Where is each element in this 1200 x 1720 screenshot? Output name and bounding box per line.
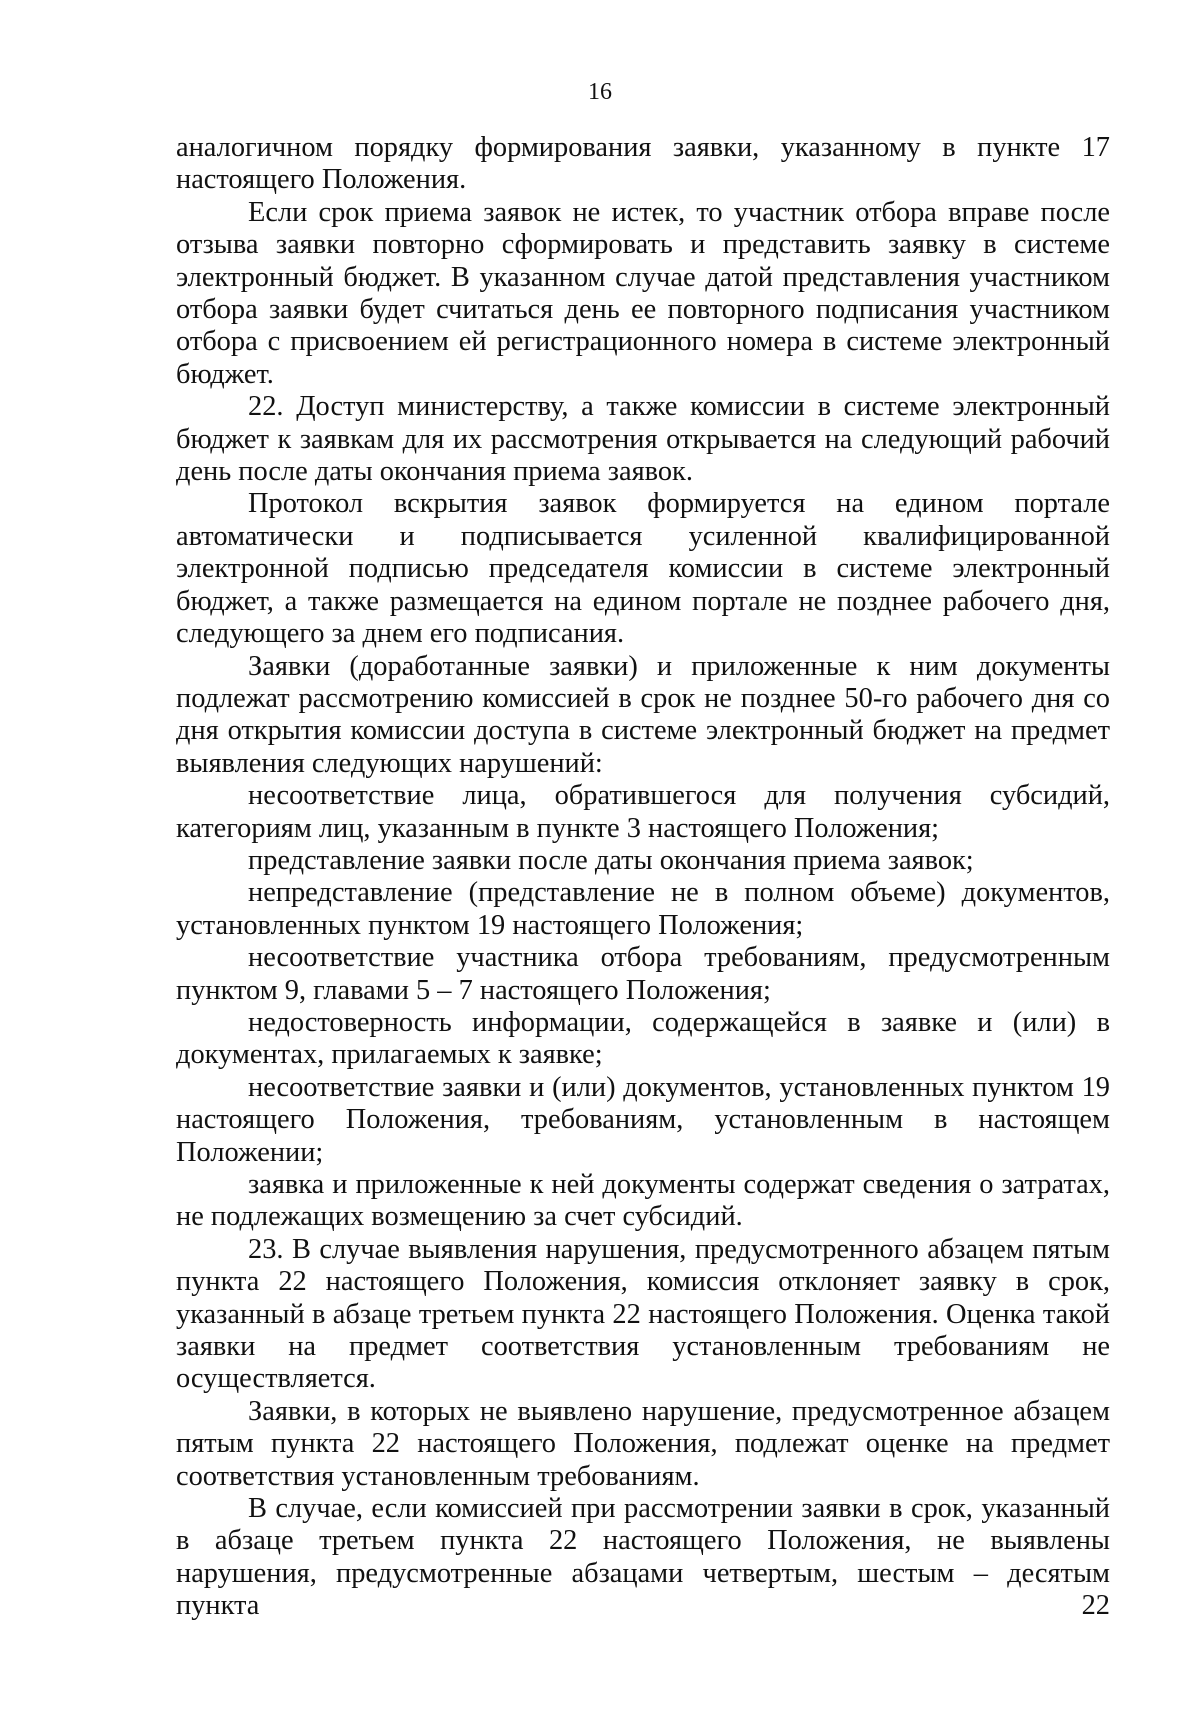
paragraph-protocol: Протокол вскрытия заявок формируется на едином портале автоматически и подписывается усиленной квалифицированной электронной подписью председателя комиссии в системе электронный бюджет, а также размещается на едином портале не позднее рабочего дня, следующего за днем его подписания.: [176, 488, 1110, 650]
page-number: 16: [588, 79, 612, 105]
list-item-violation: заявка и приложенные к ней документы содержат сведения о затратах, не подлежащих возмещению за счет субсидий.: [176, 1169, 1110, 1233]
paragraph-continuation: аналогичном порядку формирования заявки, указанному в пункте 17 настоящего Положения.: [176, 132, 1110, 196]
paragraph-evaluation: Заявки, в которых не выявлено нарушение, предусмотренное абзацем пятым пункта 22 настоящего Положения, подлежат оценке на предмет соответствия установленным требованиям.: [176, 1395, 1110, 1492]
paragraph-resubmission: Если срок приема заявок не истек, то участник отбора вправе после отзыва заявки повторно сформировать и представить заявку в системе электронный бюджет. В указанном случае датой представления участником отбора заявки будет считаться день ее повторного подписания участником отбора с присвоением ей регистрационного номера в системе электронный бюджет.: [176, 196, 1110, 390]
list-item-violation: непредставление (представление не в полном объеме) документов, установленных пунктом 19 настоящего Положения;: [176, 877, 1110, 941]
paragraph-clause-23: 23. В случае выявления нарушения, предусмотренного абзацем пятым пункта 22 настоящего Положения, комиссия отклоняет заявку в срок, указанный в абзаце третьем пункта 22 настоящего Положения. Оценка такой заявки на предмет соответствия установленным требованиям не осуществляется.: [176, 1233, 1110, 1395]
list-item-violation: несоответствие участника отбора требованиям, предусмотренным пунктом 9, главами 5 – 7 настоящего Положения;: [176, 942, 1110, 1006]
list-item-violation: недостоверность информации, содержащейся в заявке и (или) в документах, прилагаемых к заявке;: [176, 1006, 1110, 1071]
paragraph-review-terms: Заявки (доработанные заявки) и приложенные к ним документы подлежат рассмотрению комиссией в срок не позднее 50-го рабочего дня со дня открытия комиссии доступа в системе электронный бюджет на предмет выявления следующих нарушений:: [176, 650, 1110, 779]
list-item-violation: представление заявки после даты окончания приема заявок;: [248, 844, 974, 876]
paragraph-clause-22: 22. Доступ министерству, а также комиссии в системе электронный бюджет к заявкам для их рассмотрения открывается на следующий рабочий день после даты окончания приема заявок.: [176, 391, 1110, 488]
paragraph-continued: В случае, если комиссией при рассмотрении заявки в срок, указанный в абзаце третьем пункта 22 настоящего Положения, не выявлены нарушения, предусмотренные абзацами четвертым, шестым – десятым пункта 22: [176, 1493, 1110, 1622]
document-body: [176, 132, 1110, 1623]
list-item-violation: несоответствие лица, обратившегося для получения субсидий, категориям лиц, указанным в пункте 3 настоящего Положения;: [176, 780, 1110, 844]
list-item-violation: несоответствие заявки и (или) документов, установленных пунктом 19 настоящего Положения, требованиям, установленным в настоящем Положении;: [176, 1071, 1110, 1168]
